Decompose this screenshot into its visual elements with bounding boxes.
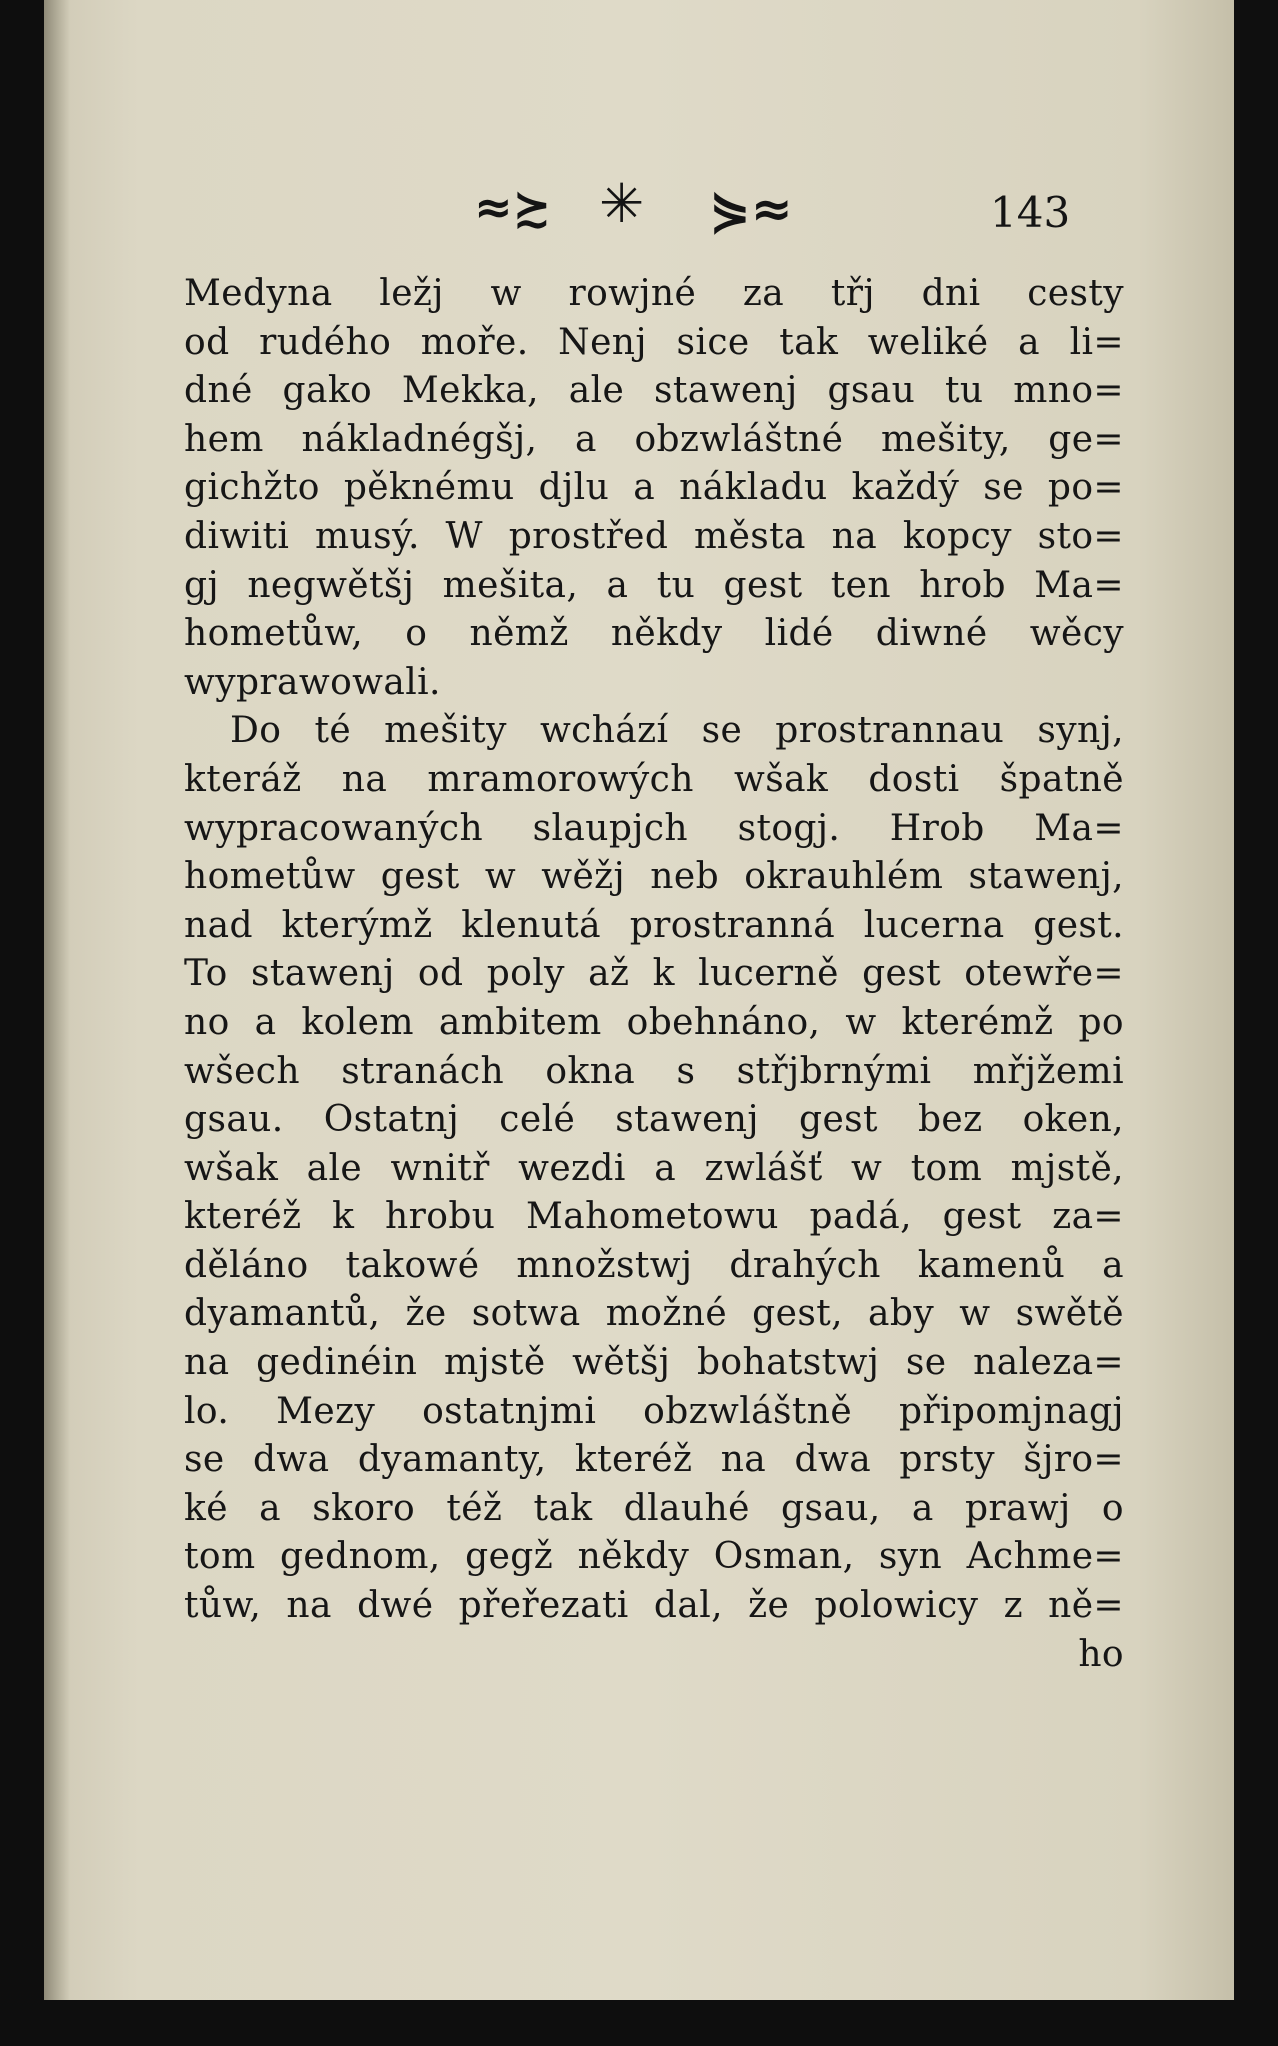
text-line: hem nákladnégšj, a obzwláštné mešity, ge=	[184, 418, 1124, 460]
text-line: gsau. Ostatnj celé stawenj gest bez oken,	[184, 1099, 1124, 1141]
text-line: gj negwětšj mešita, a tu gest ten hrob Ma=	[184, 564, 1124, 606]
text-line: dyamantů, že sotwa možné gest, aby w swětě	[184, 1293, 1124, 1335]
text-line: tom gednom, gegž někdy Osman, syn Achme=	[184, 1536, 1124, 1578]
text-line: hometůw, o němž někdy lidé diwné wěcy	[184, 613, 1124, 655]
text-line: wšak ale wnitř wezdi a zwlášť w tom mjstě,	[184, 1147, 1124, 1189]
text-line: ké a skoro též tak dlauhé gsau, a prawj o	[184, 1487, 1124, 1529]
text-line: Do té mešity wchází se prostrannau synj,	[230, 710, 1124, 752]
text-line: nad kterýmž klenutá prostranná lucerna gest.	[184, 904, 1124, 946]
body-text	[184, 270, 1124, 1679]
text-line: wyprawowali.	[184, 661, 441, 703]
catchword: ho	[1078, 1633, 1124, 1675]
scan-border-right	[1234, 0, 1278, 2046]
text-line: děláno takowé množstwj drahých kamenů a	[184, 1244, 1124, 1286]
text-line: kteréž k hrobu Mahometowu padá, gest za=	[184, 1196, 1124, 1238]
left-ornament-icon: ≈≿	[474, 180, 552, 234]
page-number: 143	[990, 188, 1071, 237]
text-line: od rudého moře. Nenj sice tak weliké a li=	[184, 321, 1124, 363]
text-line: hometůw gest w wěžj neb okrauhlém stawenj,	[184, 856, 1124, 898]
text-line: Medyna ležj w rowjné za třj dni cesty	[184, 273, 1124, 314]
text-line: diwiti musý. W prostřed města na kopcy sto=	[184, 515, 1124, 557]
center-ornament-icon: ✳	[599, 172, 645, 235]
text-line: wšech stranách okna s střjbrnými mřjžemi	[184, 1050, 1124, 1092]
text-line: tůw, na dwé přeřezati dal, že polowicy z ně=	[184, 1585, 1124, 1627]
scan-border-left	[0, 0, 44, 2046]
text-line: dné gako Mekka, ale stawenj gsau tu mno=	[184, 370, 1124, 412]
text-line: kteráž na mramorowých wšak dosti špatně	[184, 758, 1124, 800]
page-gutter-shadow	[44, 0, 70, 2000]
scan-border-bottom	[0, 2000, 1278, 2046]
text-line: wypracowaných slaupjch stogj. Hrob Ma=	[184, 807, 1124, 849]
page-header	[424, 172, 1124, 250]
text-line: gichžto pěknému djlu a nákladu každý se po=	[184, 467, 1124, 509]
text-line: lo. Mezy ostatnjmi obzwláštně připomjnagj	[184, 1390, 1124, 1432]
book-page	[44, 0, 1234, 2000]
right-ornament-icon: ⋟≈	[709, 180, 793, 238]
text-line: To stawenj od poly až k lucerně gest otewře=	[184, 953, 1124, 995]
text-line: se dwa dyamanty, kteréž na dwa prsty šjro=	[184, 1439, 1124, 1481]
text-line: na gedinéin mjstě wětšj bohatstwj se naleza=	[184, 1342, 1124, 1384]
text-line: no a kolem ambitem obehnáno, w kterémž po	[184, 1001, 1124, 1043]
